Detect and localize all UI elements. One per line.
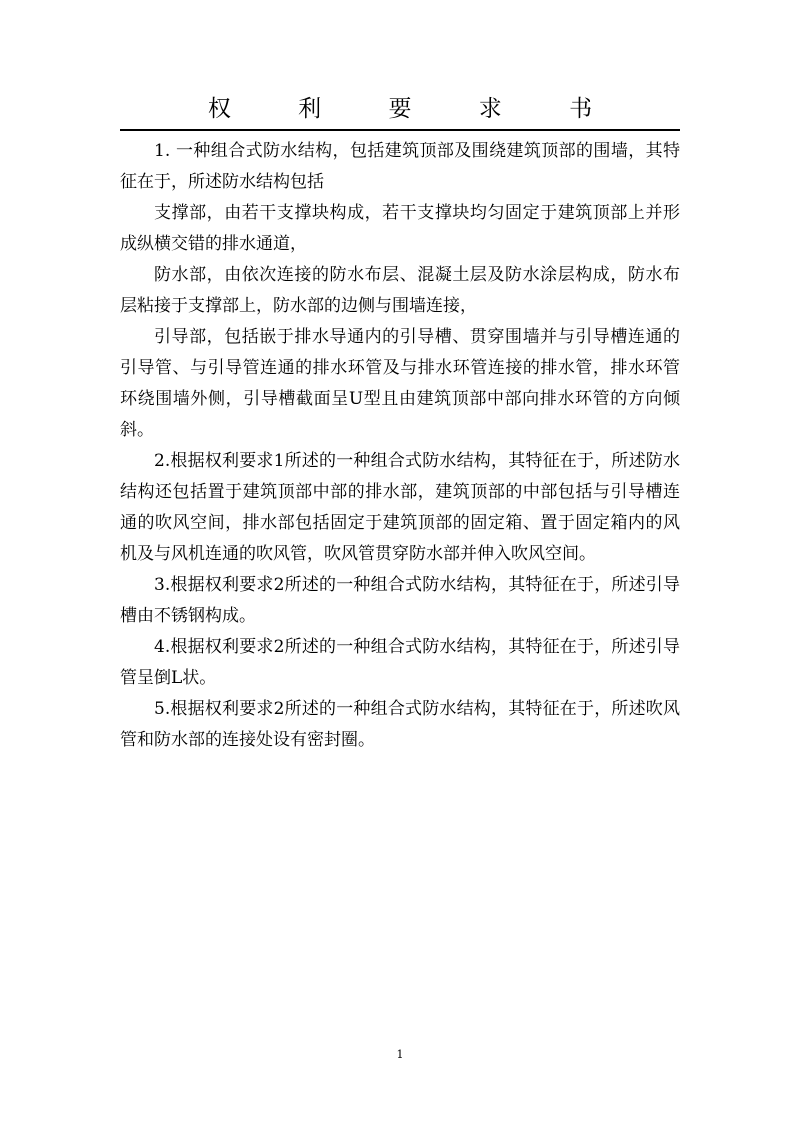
- claim-paragraph: 5.根据权利要求2所述的一种组合式防水结构，其特征在于，所述吹风管和防水部的连接处设有密封圈。: [120, 699, 680, 750]
- claim-paragraph: 3.根据权利要求2所述的一种组合式防水结构，其特征在于，所述引导槽由不锈钢构成。: [120, 575, 680, 626]
- claim-paragraph: 2.根据权利要求1所述的一种组合式防水结构，其特征在于，所述防水结构还包括置于建筑顶部中部的排水部，建筑顶部的中部包括与引导槽连通的吹风空间，排水部包括固定于建筑顶部的固定箱、置于固定箱内的风机及与风机连通的吹风管，吹风管贯穿防水部并伸入吹风空间。: [120, 451, 680, 564]
- claim-paragraph: 1. 一种组合式防水结构，包括建筑顶部及围绕建筑顶部的围墙，其特征在于，所述防水结构包括: [120, 141, 680, 192]
- claim-paragraph: 支撑部，由若干支撑块构成，若干支撑块均匀固定于建筑顶部上并形成纵横交错的排水通道，: [120, 203, 680, 254]
- title-underline: [120, 129, 680, 131]
- claim-paragraph: 4.根据权利要求2所述的一种组合式防水结构，其特征在于，所述引导管呈倒L状。: [120, 637, 680, 688]
- document-title: 权 利 要 求 书: [207, 96, 623, 122]
- claim-paragraph: 引导部，包括嵌于排水导通内的引导槽、贯穿围墙并与引导槽连通的引导管、与引导管连通的排水环管及与排水环管连接的排水管，排水环管环绕围墙外侧，引导槽截面呈U型且由建筑顶部中部向排水环管的方向倾斜。: [120, 327, 680, 440]
- claims-body: [120, 136, 680, 756]
- page-number: 1: [396, 1048, 404, 1061]
- claim-paragraph: 防水部，由依次连接的防水布层、混凝土层及防水涂层构成，防水布层粘接于支撑部上，防水部的边侧与围墙连接，: [120, 265, 680, 316]
